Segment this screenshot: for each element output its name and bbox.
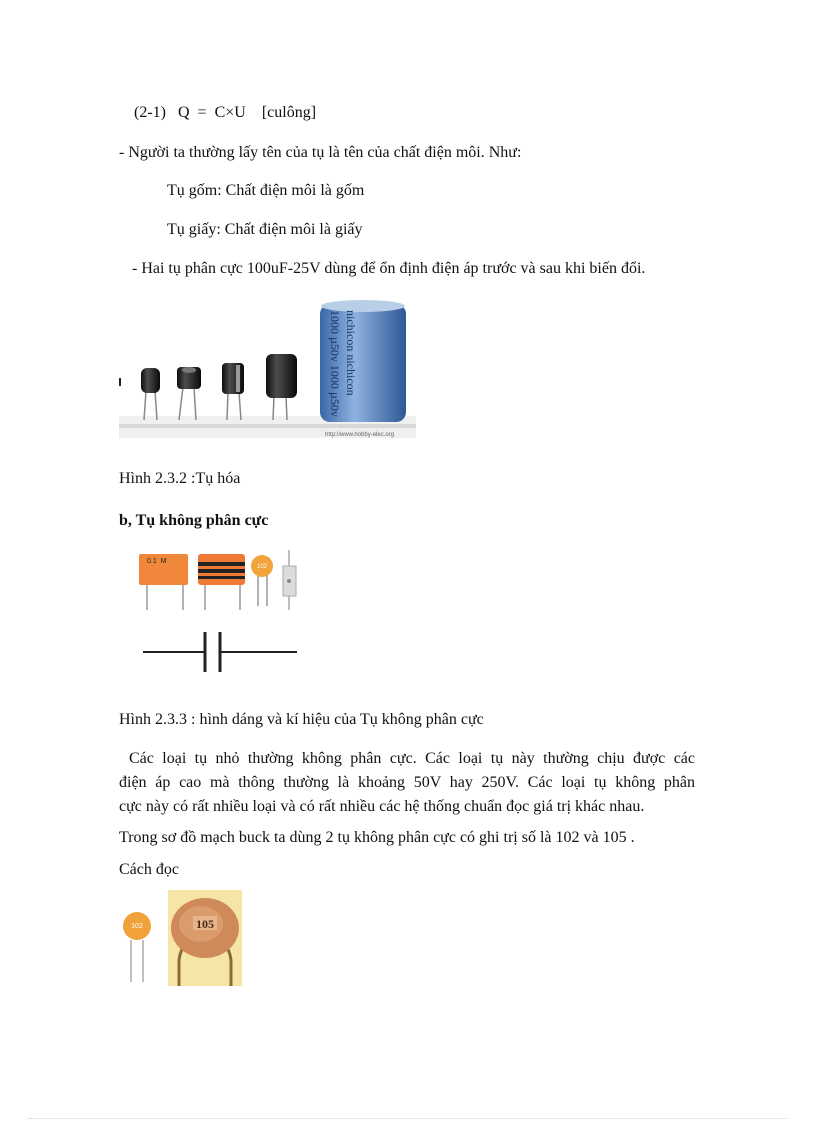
item-tu-gom: Tụ gốm: Chất điện môi là gốm <box>167 182 365 199</box>
disc-cap-label: 102 <box>256 564 268 570</box>
big-cap-label-2: 1000 µ50v 1000 µ50v <box>328 310 342 417</box>
paragraph-two-caps: - Hai tụ phân cực 100uF-25V dùng để ổn định điện áp trước và sau khi biến đổi. <box>132 260 646 277</box>
body-line-2: điện áp cao mà thông thường là khoảng 50V hay 250V. Các loại tụ không phân <box>119 774 695 791</box>
big-cap-label-1: nichicon nichicon <box>344 310 358 396</box>
body-line-3: cực này có rất nhiều loại và có rất nhiều các hệ thống chuẩn đọc giá trị khác nhau. <box>119 798 645 815</box>
disc-105-label: 105 <box>196 917 214 931</box>
item-tu-giay: Tụ giấy: Chất điện môi là giấy <box>167 221 363 238</box>
section-heading-b: b, Tụ không phân cực <box>119 512 269 529</box>
formula-line: (2-1) Q = C×U [culông] <box>134 104 317 121</box>
buck-line: Trong sơ đồ mạch buck ta dùng 2 tụ không phân cực có ghi trị số là 102 và 105 . <box>119 829 635 846</box>
nonpolar-capacitors-figure <box>135 548 305 680</box>
body-line-1: Các loại tụ nhỏ thường không phân cực. Các loại tụ này thường chịu được các <box>129 750 695 767</box>
caption-fig-2-3-3: Hình 2.3.3 : hình dáng và kí hiệu của Tụ không phân cực <box>119 711 484 728</box>
disc-102-label: 102 <box>131 923 143 930</box>
caption-fig-2-3-2: Hình 2.3.2 :Tụ hóa <box>119 470 241 487</box>
film-cap-label: 0.1 M <box>147 558 167 565</box>
ceramic-capacitors-photo <box>119 890 243 986</box>
paragraph-name: - Người ta thường lấy tên của tụ là tên của chất điện môi. Như: <box>119 144 522 161</box>
page-bottom-border <box>28 1118 788 1119</box>
cach-doc-label: Cách đọc <box>119 861 179 878</box>
photo-watermark: http://www.hobby-elec.org <box>325 432 395 438</box>
electrolytic-capacitors-photo <box>119 296 416 438</box>
